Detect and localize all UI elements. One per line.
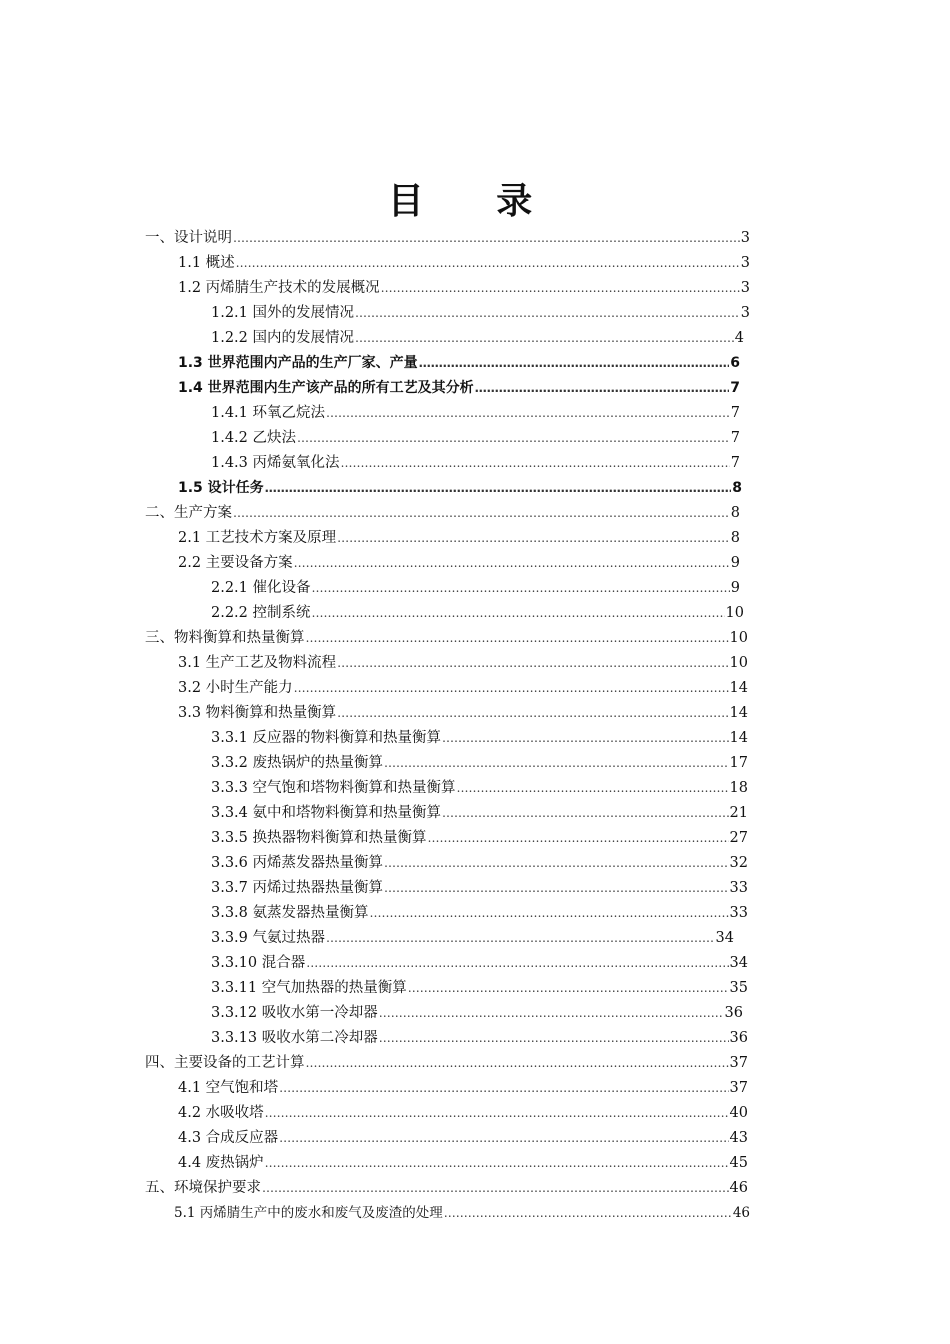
toc-entry-label: 4.2 水吸收塔 bbox=[178, 1105, 264, 1121]
toc-entry-label: 3.2 小时生产能力 bbox=[178, 680, 293, 696]
toc-entry-page: 45 bbox=[729, 1155, 748, 1171]
toc-entry-label: 4.1 空气饱和塔 bbox=[178, 1080, 279, 1096]
toc-entry-label: 四、主要设备的工艺计算 bbox=[145, 1055, 305, 1071]
toc-entry-page: 10 bbox=[729, 655, 748, 671]
leader-dots bbox=[419, 351, 730, 375]
toc-entry[interactable] bbox=[211, 326, 744, 350]
toc-entry[interactable] bbox=[211, 601, 744, 625]
toc-entry-label: 3.3.5 换热器物料衡算和热量衡算 bbox=[211, 830, 427, 846]
toc-entry-label: 3.3.12 吸收水第一冷却器 bbox=[211, 1005, 378, 1021]
toc-entry-page: 34 bbox=[729, 955, 748, 971]
toc-entry-page: 9 bbox=[730, 580, 740, 596]
toc-entry[interactable] bbox=[211, 1001, 743, 1025]
toc-entry-label: 4.3 合成反应器 bbox=[178, 1130, 279, 1146]
leader-dots bbox=[457, 776, 729, 800]
toc-entry[interactable] bbox=[211, 851, 748, 875]
leader-dots bbox=[279, 1126, 728, 1150]
toc-entry-label: 1.1 概述 bbox=[178, 255, 235, 271]
toc-entry[interactable] bbox=[145, 501, 740, 525]
leader-dots bbox=[262, 1176, 729, 1200]
toc-entry-label: 一、设计说明 bbox=[145, 230, 232, 246]
toc-entry[interactable] bbox=[145, 226, 750, 250]
toc-entry-page: 7 bbox=[730, 430, 740, 446]
toc-entry-page: 4 bbox=[734, 330, 744, 346]
toc-entry-label: 3.3.7 丙烯过热器热量衡算 bbox=[211, 880, 384, 896]
toc-entry-page: 3 bbox=[740, 305, 750, 321]
toc-entry-page: 7 bbox=[730, 405, 740, 421]
toc-entry-label: 2.1 工艺技术方案及原理 bbox=[178, 530, 337, 546]
toc-entry-page: 32 bbox=[729, 855, 748, 871]
toc-entry[interactable] bbox=[211, 576, 740, 600]
toc-entry-label: 2.2.1 催化设备 bbox=[211, 580, 311, 596]
toc-entry-label: 5.1 丙烯腈生产中的废水和废气及废渣的处理 bbox=[174, 1205, 443, 1221]
toc-entry-page: 46 bbox=[732, 1205, 750, 1221]
toc-entry-label: 3.3.2 废热锅炉的热量衡算 bbox=[211, 755, 384, 771]
toc-entry[interactable] bbox=[211, 1026, 748, 1050]
leader-dots bbox=[379, 1026, 729, 1050]
toc-entry-label: 3.3.13 吸收水第二冷却器 bbox=[211, 1030, 378, 1046]
leader-dots bbox=[312, 576, 730, 600]
toc-entry[interactable] bbox=[178, 651, 748, 675]
toc-entry-page: 17 bbox=[729, 755, 748, 771]
leader-dots bbox=[326, 926, 715, 950]
leader-dots bbox=[236, 251, 740, 275]
toc-entry-label: 2.2.2 控制系统 bbox=[211, 605, 311, 621]
toc-entry[interactable] bbox=[211, 751, 748, 775]
leader-dots bbox=[370, 901, 729, 925]
toc-entry[interactable] bbox=[145, 1176, 748, 1200]
toc-entry[interactable] bbox=[178, 1076, 748, 1100]
toc-entry[interactable] bbox=[178, 526, 740, 550]
leader-dots bbox=[265, 1101, 729, 1125]
toc-entry-page: 8 bbox=[730, 530, 740, 546]
toc-entry[interactable] bbox=[174, 1201, 750, 1225]
toc-entry-label: 3.3.3 空气饱和塔物料衡算和热量衡算 bbox=[211, 780, 456, 796]
toc-entry-page: 7 bbox=[730, 455, 740, 471]
leader-dots bbox=[379, 1001, 724, 1025]
toc-entry-page: 34 bbox=[715, 930, 734, 946]
toc-entry[interactable] bbox=[211, 951, 748, 975]
toc-entry[interactable] bbox=[178, 1126, 748, 1150]
toc-entry[interactable] bbox=[145, 1051, 748, 1075]
toc-entry-page: 14 bbox=[729, 730, 748, 746]
leader-dots bbox=[355, 326, 734, 350]
toc-entry-page: 35 bbox=[729, 980, 748, 996]
leader-dots bbox=[233, 501, 730, 525]
toc-entry-label: 3.3.6 丙烯蒸发器热量衡算 bbox=[211, 855, 384, 871]
toc-entry-label: 1.4.2 乙炔法 bbox=[211, 430, 297, 446]
leader-dots bbox=[326, 401, 730, 425]
leader-dots bbox=[408, 976, 729, 1000]
toc-entry[interactable] bbox=[178, 276, 750, 300]
toc-entry-page: 33 bbox=[729, 880, 748, 896]
leader-dots bbox=[265, 476, 732, 500]
toc-entry-page: 8 bbox=[730, 505, 740, 521]
toc-entry-page: 33 bbox=[729, 905, 748, 921]
toc-entry-page: 3 bbox=[740, 230, 750, 246]
toc-entry-label: 4.4 废热锅炉 bbox=[178, 1155, 264, 1171]
toc-entry[interactable] bbox=[211, 926, 734, 950]
leader-dots bbox=[341, 451, 730, 475]
toc-entry[interactable] bbox=[178, 1151, 748, 1175]
toc-entry[interactable] bbox=[178, 701, 748, 725]
leader-dots bbox=[279, 1076, 728, 1100]
toc-entry-label: 3.3.10 混合器 bbox=[211, 955, 306, 971]
leader-dots bbox=[428, 826, 729, 850]
toc-entry[interactable] bbox=[211, 301, 750, 325]
page-title: 目 录 bbox=[387, 181, 563, 222]
leader-dots bbox=[294, 551, 730, 575]
toc-entry-page: 37 bbox=[729, 1055, 748, 1071]
toc-entry-label: 3.3.11 空气加热器的热量衡算 bbox=[211, 980, 407, 996]
toc-entry[interactable] bbox=[178, 676, 748, 700]
toc-entry-label: 3.3.1 反应器的物料衡算和热量衡算 bbox=[211, 730, 442, 746]
toc-entry[interactable] bbox=[145, 626, 748, 650]
toc-entry-page: 21 bbox=[729, 805, 748, 821]
toc-entry[interactable] bbox=[178, 476, 742, 500]
toc-entry-page: 36 bbox=[724, 1005, 743, 1021]
leader-dots bbox=[297, 426, 730, 450]
toc-entry[interactable] bbox=[178, 251, 750, 275]
leader-dots bbox=[233, 226, 740, 250]
toc-entry-label: 3.3.8 氨蒸发器热量衡算 bbox=[211, 905, 369, 921]
toc-entry-page: 3 bbox=[740, 255, 750, 271]
toc-entry-label: 2.2 主要设备方案 bbox=[178, 555, 293, 571]
leader-dots bbox=[337, 526, 730, 550]
leader-dots bbox=[384, 751, 729, 775]
leader-dots bbox=[294, 676, 729, 700]
toc-entry-page: 7 bbox=[730, 380, 740, 396]
toc-entry-page: 18 bbox=[729, 780, 748, 796]
toc-entry-label: 1.3 世界范围内产品的生产厂家、产量 bbox=[178, 355, 418, 371]
leader-dots bbox=[444, 1201, 732, 1225]
leader-dots bbox=[306, 626, 729, 650]
leader-dots bbox=[312, 601, 725, 625]
toc-entry[interactable] bbox=[211, 776, 748, 800]
leader-dots bbox=[384, 851, 729, 875]
toc-entry-page: 9 bbox=[730, 555, 740, 571]
toc-entry[interactable] bbox=[211, 726, 748, 750]
toc-entry-page: 6 bbox=[730, 355, 740, 371]
toc-entry-label: 五、环境保护要求 bbox=[145, 1180, 261, 1196]
toc-entry-page: 10 bbox=[729, 630, 748, 646]
leader-dots bbox=[306, 1051, 729, 1075]
toc-entry-label: 1.2 丙烯腈生产技术的发展概况 bbox=[178, 280, 380, 296]
leader-dots bbox=[306, 951, 728, 975]
toc-entry[interactable] bbox=[211, 976, 748, 1000]
toc-entry[interactable] bbox=[211, 426, 740, 450]
toc-entry-page: 8 bbox=[732, 480, 742, 496]
toc-entry-page: 3 bbox=[740, 280, 750, 296]
leader-dots bbox=[381, 276, 740, 300]
toc-entry-page: 36 bbox=[729, 1030, 748, 1046]
toc-entry-label: 1.4.1 环氧乙烷法 bbox=[211, 405, 326, 421]
toc-entry[interactable] bbox=[211, 901, 748, 925]
toc-entry[interactable] bbox=[178, 1101, 748, 1125]
toc-entry-page: 14 bbox=[729, 705, 748, 721]
toc-entry[interactable] bbox=[211, 451, 740, 475]
toc-entry-label: 3.3.4 氨中和塔物料衡算和热量衡算 bbox=[211, 805, 442, 821]
toc-entry[interactable] bbox=[178, 351, 740, 375]
toc-entry-label: 三、物料衡算和热量衡算 bbox=[145, 630, 305, 646]
toc-entry-label: 1.4 世界范围内生产该产品的所有工艺及其分析 bbox=[178, 380, 474, 396]
toc-entry-label: 3.3 物料衡算和热量衡算 bbox=[178, 705, 337, 721]
toc-entry-page: 27 bbox=[729, 830, 748, 846]
toc-entry-page: 14 bbox=[729, 680, 748, 696]
leader-dots bbox=[442, 801, 729, 825]
toc-entry-page: 43 bbox=[729, 1130, 748, 1146]
leader-dots bbox=[442, 726, 729, 750]
toc-entry[interactable] bbox=[178, 551, 740, 575]
toc-entry[interactable] bbox=[211, 826, 748, 850]
leader-dots bbox=[384, 876, 729, 900]
toc-entry-page: 37 bbox=[729, 1080, 748, 1096]
leader-dots bbox=[337, 651, 728, 675]
toc-entry-page: 40 bbox=[729, 1105, 748, 1121]
leader-dots bbox=[265, 1151, 729, 1175]
toc-entry[interactable] bbox=[211, 401, 740, 425]
toc-entry[interactable] bbox=[211, 876, 748, 900]
toc-entry[interactable] bbox=[178, 376, 740, 400]
toc-entry-label: 二、生产方案 bbox=[145, 505, 232, 521]
leader-dots bbox=[355, 301, 740, 325]
toc-entry-page: 10 bbox=[725, 605, 744, 621]
leader-dots bbox=[475, 376, 730, 400]
toc-entry-label: 1.2.1 国外的发展情况 bbox=[211, 305, 355, 321]
toc-entry-label: 1.2.2 国内的发展情况 bbox=[211, 330, 355, 346]
toc-entry-page: 46 bbox=[729, 1180, 748, 1196]
toc-entry-label: 3.1 生产工艺及物料流程 bbox=[178, 655, 337, 671]
toc-entry[interactable] bbox=[211, 801, 748, 825]
leader-dots bbox=[337, 701, 728, 725]
toc-entry-label: 3.3.9 气氨过热器 bbox=[211, 930, 326, 946]
toc-entry-label: 1.4.3 丙烯氨氧化法 bbox=[211, 455, 340, 471]
toc-entry-label: 1.5 设计任务 bbox=[178, 480, 264, 496]
